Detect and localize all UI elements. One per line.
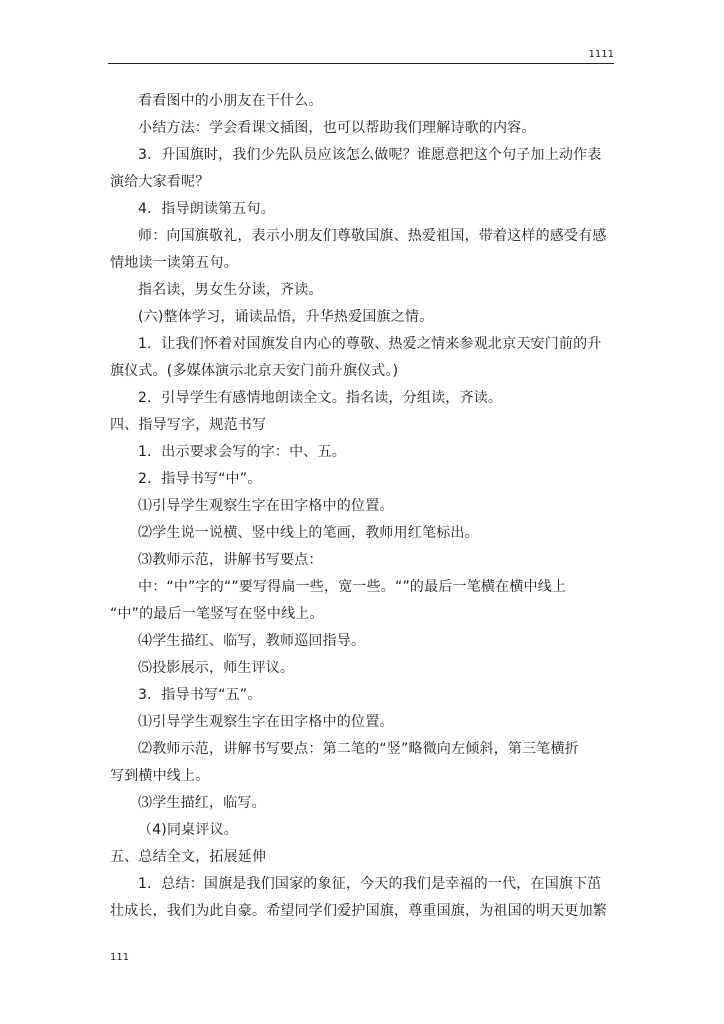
paragraph-line: 1．让我们怀着对国旗发自内心的尊敬、热爱之情来参观北京天安门前的升 xyxy=(138,336,602,352)
paragraph-line: ⑴引导学生观察生字在田字格中的位置。 xyxy=(138,498,394,514)
paragraph-line: 看看图中的小朋友在干什么。 xyxy=(138,93,323,109)
paragraph-line: 中：“中”字的“”要写得扁一些，宽一些。“”的最后一笔横在横中线上 xyxy=(138,579,567,595)
paragraph-line: 指名读，男女生分读，齐读。 xyxy=(138,282,323,298)
paragraph-line: 情地读一读第五句。 xyxy=(110,255,238,271)
paragraph-line: 2．引导学生有感情地朗读全文。指名读，分组读，齐读。 xyxy=(138,390,503,406)
paragraph-line: 3．指导书写“五”。 xyxy=(138,687,262,703)
paragraph-line: ⑶学生描红，临写。 xyxy=(138,795,266,811)
paragraph-line: ⑴引导学生观察生字在田字格中的位置。 xyxy=(138,714,394,730)
header-page-number: 1111 xyxy=(588,49,614,60)
paragraph-line: 写到横中线上。 xyxy=(110,768,210,784)
paragraph-line: “中”的最后一笔竖写在竖中线上。 xyxy=(110,606,324,622)
paragraph-line: 3．升国旗时，我们少先队员应该怎么做呢？谁愿意把这个句子加上动作表 xyxy=(138,147,602,163)
paragraph-line: ⑵教师示范，讲解书写要点：第二笔的“竖”略微向左倾斜，第三笔横折 xyxy=(138,741,579,757)
paragraph-line: ⑸投影展示，师生评议。 xyxy=(138,660,295,676)
paragraph-line: 4．指导朗读第五句。 xyxy=(138,201,275,217)
section-heading: 四、指导写字，规范书写 xyxy=(110,417,267,433)
paragraph-line: ⑷学生描红、临写，教师巡回指导。 xyxy=(138,633,366,649)
header-rule xyxy=(108,63,614,64)
paragraph-line: ⑵学生说一说横、竖中线上的笔画，教师用红笔标出。 xyxy=(138,525,479,541)
paragraph-line: （4)同桌评议。 xyxy=(138,822,238,838)
document-body xyxy=(110,88,616,925)
paragraph-line: 旗仪式。(多媒体演示北京天安门前升旗仪式。) xyxy=(110,363,399,379)
paragraph-line: 1．出示要求会写的字：中、五。 xyxy=(138,444,346,460)
paragraph-line: 演给大家看呢？ xyxy=(110,174,210,190)
paragraph-line: 2．指导书写“中”。 xyxy=(138,471,262,487)
footer-page-number: 111 xyxy=(110,952,130,963)
paragraph-line: 师：向国旗敬礼，表示小朋友们尊敬国旗、热爱祖国，带着这样的感受有感 xyxy=(138,228,607,244)
paragraph-line: 1．总结：国旗是我们国家的象征，今天的我们是幸福的一代，在国旗下茁 xyxy=(138,876,602,892)
paragraph-line: 壮成长，我们为此自豪。希望同学们爱护国旗，尊重国旗，为祖国的明天更加繁 xyxy=(110,903,607,919)
section-heading: 五、总结全文，拓展延伸 xyxy=(110,849,267,865)
paragraph-line: (六)整体学习，诵读品悟，升华热爱国旗之情。 xyxy=(138,309,434,325)
paragraph-line: ⑶教师示范，讲解书写要点： xyxy=(138,552,323,568)
paragraph-line: 小结方法：学会看课文插图，也可以帮助我们理解诗歌的内容。 xyxy=(138,120,536,136)
